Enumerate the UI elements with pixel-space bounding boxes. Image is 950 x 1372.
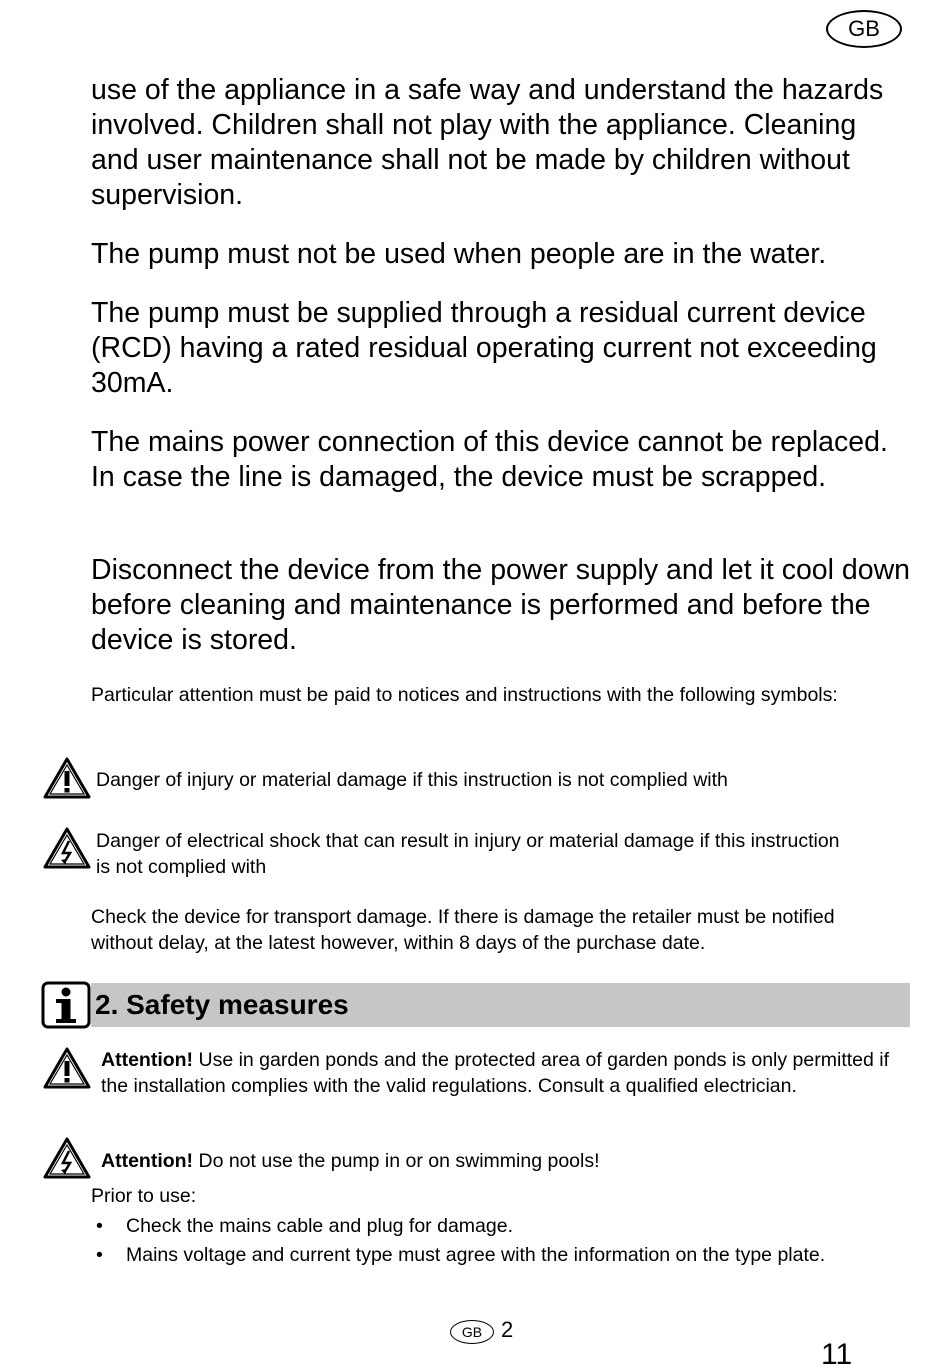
attention-label: Attention! (101, 1049, 194, 1071)
transport-damage-note: Check the device for transport damage. If there is damage the retailer must be notified without delay, at the latest however, within 8 days of the purchase date. (91, 906, 835, 954)
paragraph-mains-connection: The mains power connection of this device cannot be replaced. In case the line is damaged, the device must be scrapped. (91, 426, 888, 493)
symbol-injury-text: Danger of injury or material damage if this instruction is not complied with (96, 769, 728, 791)
footer-section-page: 2 (501, 1317, 514, 1342)
warning-triangle-icon (42, 756, 92, 800)
paragraph-people-in-water: The pump must not be used when people are in the water. (91, 238, 827, 270)
attention-label: Attention! (101, 1150, 194, 1172)
list-item-text: Mains voltage and current type must agree with the information on the type plate. (126, 1244, 826, 1266)
prior-to-use-list (94, 1212, 894, 1270)
electrical-shock-icon (42, 826, 92, 870)
electrical-shock-icon (42, 1136, 92, 1180)
section-header-bar (91, 983, 910, 1027)
footer-language-badge: GB (450, 1320, 494, 1344)
list-item-text: Check the mains cable and plug for damage. (126, 1215, 513, 1237)
attention-garden-ponds (101, 1047, 901, 1099)
symbol-electrical-text: Danger of electrical shock that can result in injury or material damage if this instruction is not complied with (96, 830, 840, 878)
attention-swimming-pools-text: Do not use the pump in or on swimming pools! (193, 1150, 600, 1172)
attention-garden-ponds-text: Use in garden ponds and the protected area of garden ponds is only permitted if the installation complies with the valid regulations. Consult a qualified electrician. (101, 1049, 890, 1097)
prior-to-use-heading: Prior to use: (91, 1185, 197, 1207)
bullet-icon: • (96, 1215, 103, 1237)
bullet-icon: • (96, 1244, 103, 1266)
paragraph-rcd: The pump must be supplied through a residual current device (RCD) having a rated residual operating current not exceeding 30mA. (91, 297, 877, 399)
page-number: 11 (821, 1338, 853, 1371)
warning-triangle-icon (42, 1046, 92, 1090)
attention-swimming-pools (101, 1148, 901, 1174)
paragraph-children-supervision: use of the appliance in a safe way and understand the hazards involved. Children shall not play with the appliance. Cleaning and user maintenance shall not be made by children without supervision. (91, 74, 884, 211)
list-item (94, 1212, 894, 1241)
language-badge: GB (826, 10, 902, 48)
paragraph-disconnect: Disconnect the device from the power supply and let it cool down before cleaning and maintenance is performed and before the device is stored. (91, 554, 911, 656)
list-item (94, 1241, 894, 1270)
info-icon (41, 981, 91, 1029)
symbols-intro: Particular attention must be paid to notices and instructions with the following symbols: (91, 684, 838, 706)
section-title: 2. Safety measures (95, 989, 349, 1020)
